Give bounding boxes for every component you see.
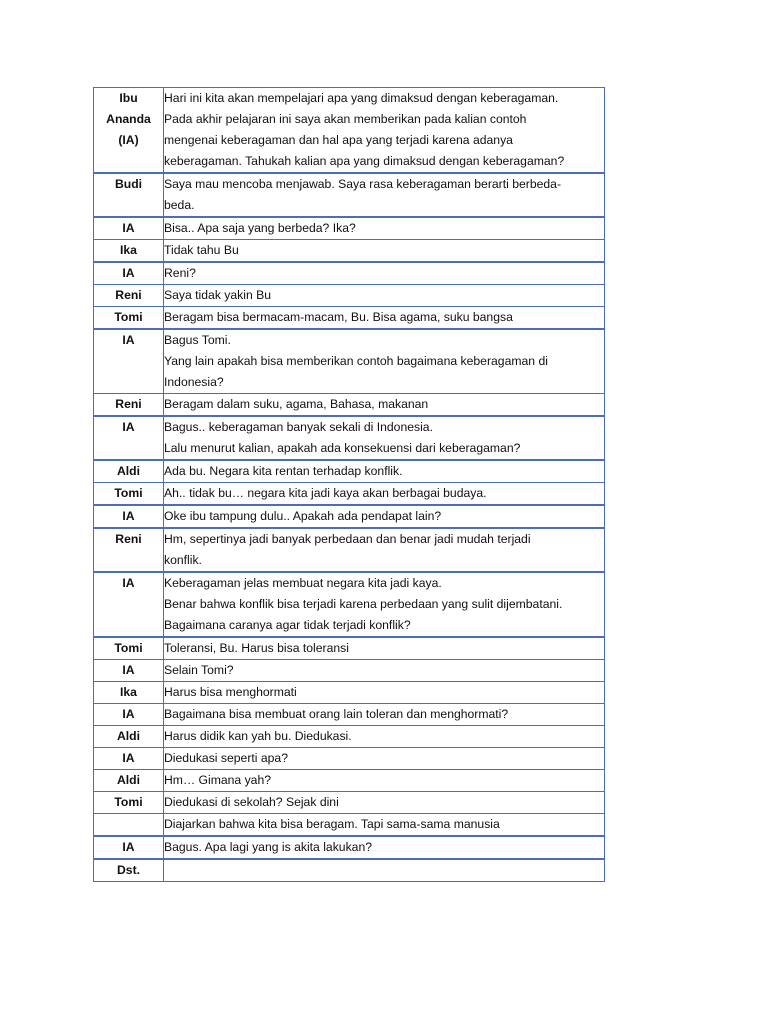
utterance-cell [164,660,605,682]
utterance-text: Bagaimana bisa membuat orang lain toleran dan menghormati? [164,707,509,721]
speaker-name: Reni [115,288,142,302]
dialog-row [94,329,605,394]
speaker-cell [94,814,164,837]
utterance-text: Reni? [164,266,196,280]
dialog-row [94,528,605,572]
utterance-cell [164,859,605,882]
utterance-text: Harus bisa menghormati [164,685,297,699]
utterance-text: mengenai keberagaman dan hal apa yang terjadi karena adanya [164,133,513,147]
dialog-row [94,88,605,174]
speaker-name: Aldi [116,773,141,787]
utterance-cell [164,704,605,726]
dialog-row [94,637,605,660]
utterance-cell [164,637,605,660]
dialog-row [94,836,605,859]
dialog-row [94,660,605,682]
utterance-cell [164,285,605,307]
speaker-name: Budi [114,177,143,191]
speaker-cell [94,416,164,460]
utterance-text: Hm… Gimana yah? [164,773,272,787]
dialog-row [94,394,605,417]
utterance-cell [164,394,605,417]
speaker-name: IA [122,509,135,523]
dialog-row [94,240,605,263]
speaker-name: IA [122,707,135,721]
utterance-text: Keberagaman jelas membuat negara kita jadi kaya. [164,576,442,590]
speaker-cell [94,394,164,417]
utterance-text: Bagus Tomi. [164,333,231,347]
speaker-name: Tomi [114,641,143,655]
speaker-name: Ibu [119,91,138,105]
dialog-row [94,173,605,217]
utterance-text: Diedukasi di sekolah? Sejak dini [164,795,339,809]
utterance-cell [164,483,605,506]
utterance-cell [164,528,605,572]
dialog-row [94,307,605,330]
utterance-text: Benar bahwa konflik bisa terjadi karena perbedaan yang sulit dijembatani. [164,597,563,611]
speaker-cell [94,285,164,307]
dialog-table [93,87,605,882]
utterance-cell [164,416,605,460]
speaker-cell [94,836,164,859]
dialog-row [94,770,605,792]
speaker-cell [94,726,164,748]
speaker-name: IA [122,840,135,854]
speaker-name: IA [122,420,135,434]
speaker-name: Dst. [116,863,141,877]
speaker-cell [94,748,164,770]
speaker-cell [94,307,164,330]
speaker-cell [94,88,164,174]
dialog-row [94,285,605,307]
utterance-text: Lalu menurut kalian, apakah ada konsekuensi dari keberagaman? [164,441,521,455]
utterance-cell [164,770,605,792]
speaker-name: IA [122,576,135,590]
utterance-cell [164,307,605,330]
utterance-cell [164,505,605,528]
speaker-name: Tomi [114,795,143,809]
utterance-cell [164,329,605,394]
utterance-cell [164,682,605,704]
dialog-row [94,483,605,506]
dialog-row [94,792,605,814]
speaker-cell [94,660,164,682]
utterance-text: Hm, sepertinya jadi banyak perbedaan dan benar jadi mudah terjadi [164,532,531,546]
speaker-cell [94,792,164,814]
dialog-row [94,460,605,483]
utterance-text: Oke ibu tampung dulu.. Apakah ada pendapat lain? [164,509,442,523]
utterance-cell [164,814,605,837]
dialog-table-body [94,88,605,882]
utterance-text: Diedukasi seperti apa? [164,751,288,765]
utterance-text: Bagus. Apa lagi yang is akita lakukan? [164,840,373,854]
utterance-text: Diajarkan bahwa kita bisa beragam. Tapi sama-sama manusia [164,817,500,831]
utterance-cell [164,262,605,285]
utterance-cell [164,460,605,483]
speaker-cell [94,704,164,726]
speaker-cell [94,528,164,572]
speaker-name: Ika [120,243,137,257]
speaker-cell [94,173,164,217]
speaker-cell [94,682,164,704]
speaker-cell [94,572,164,637]
speaker-cell [94,483,164,506]
speaker-name: Aldi [116,729,141,743]
utterance-cell [164,836,605,859]
speaker-name: IA [122,221,135,235]
speaker-cell [94,240,164,263]
utterance-cell [164,88,605,174]
speaker-name: IA [122,266,135,280]
dialog-row [94,704,605,726]
utterance-cell [164,173,605,217]
utterance-cell [164,240,605,263]
utterance-text: Ada bu. Negara kita rentan terhadap konflik. [164,464,403,478]
utterance-cell [164,572,605,637]
utterance-cell [164,217,605,240]
utterance-text: Hari ini kita akan mempelajari apa yang dimaksud dengan keberagaman. [164,91,559,105]
utterance-text: Tidak tahu Bu [164,243,239,257]
utterance-text: Bisa.. Apa saja yang berbeda? Ika? [164,221,356,235]
speaker-cell [94,637,164,660]
utterance-text: Toleransi, Bu. Harus bisa toleransi [164,641,349,655]
dialog-row [94,814,605,837]
speaker-name: IA [122,333,135,347]
speaker-name: Ananda [106,112,151,126]
utterance-text: beda. [164,198,195,212]
dialog-row [94,505,605,528]
utterance-text: Ah.. tidak bu… negara kita jadi kaya akan berbagai budaya. [164,486,487,500]
utterance-text: Indonesia? [164,375,224,389]
speaker-name: (IA) [118,133,139,147]
utterance-text: Bagus.. keberagaman banyak sekali di Indonesia. [164,420,433,434]
dialog-row [94,682,605,704]
utterance-cell [164,792,605,814]
speaker-name: IA [122,751,135,765]
speaker-cell [94,329,164,394]
speaker-name: Reni [115,532,142,546]
speaker-cell [94,505,164,528]
dialog-row [94,859,605,882]
utterance-text: Saya tidak yakin Bu [164,288,272,302]
utterance-text: Pada akhir pelajaran ini saya akan memberikan pada kalian contoh [164,112,527,126]
dialog-row [94,262,605,285]
utterance-cell [164,726,605,748]
speaker-cell [94,262,164,285]
utterance-text: Harus didik kan yah bu. Diedukasi. [164,729,352,743]
utterance-text: konflik. [164,553,202,567]
speaker-name: IA [122,663,135,677]
dialog-row [94,726,605,748]
dialog-row [94,572,605,637]
speaker-cell [94,770,164,792]
utterance-text: Beragam dalam suku, agama, Bahasa, makanan [164,397,429,411]
utterance-text: keberagaman. Tahukah kalian apa yang dimaksud dengan keberagaman? [164,154,565,168]
utterance-text [164,860,604,881]
speaker-cell [94,217,164,240]
speaker-name: Tomi [114,310,143,324]
speaker-cell [94,460,164,483]
utterance-text: Bagaimana caranya agar tidak terjadi konflik? [164,618,411,632]
utterance-cell [164,748,605,770]
speaker-name: Reni [115,397,142,411]
speaker-name: Aldi [116,464,141,478]
dialog-row [94,748,605,770]
utterance-text: Saya mau mencoba menjawab. Saya rasa keberagaman berarti berbeda- [164,177,561,191]
speaker-name: Ika [120,685,137,699]
utterance-text: Selain Tomi? [164,663,234,677]
utterance-text: Beragam bisa bermacam-macam, Bu. Bisa agama, suku bangsa [164,310,513,324]
dialog-row [94,217,605,240]
speaker-cell [94,859,164,882]
dialog-row [94,416,605,460]
speaker-name: Tomi [114,486,143,500]
utterance-text: Yang lain apakah bisa memberikan contoh bagaimana keberagaman di [164,354,548,368]
